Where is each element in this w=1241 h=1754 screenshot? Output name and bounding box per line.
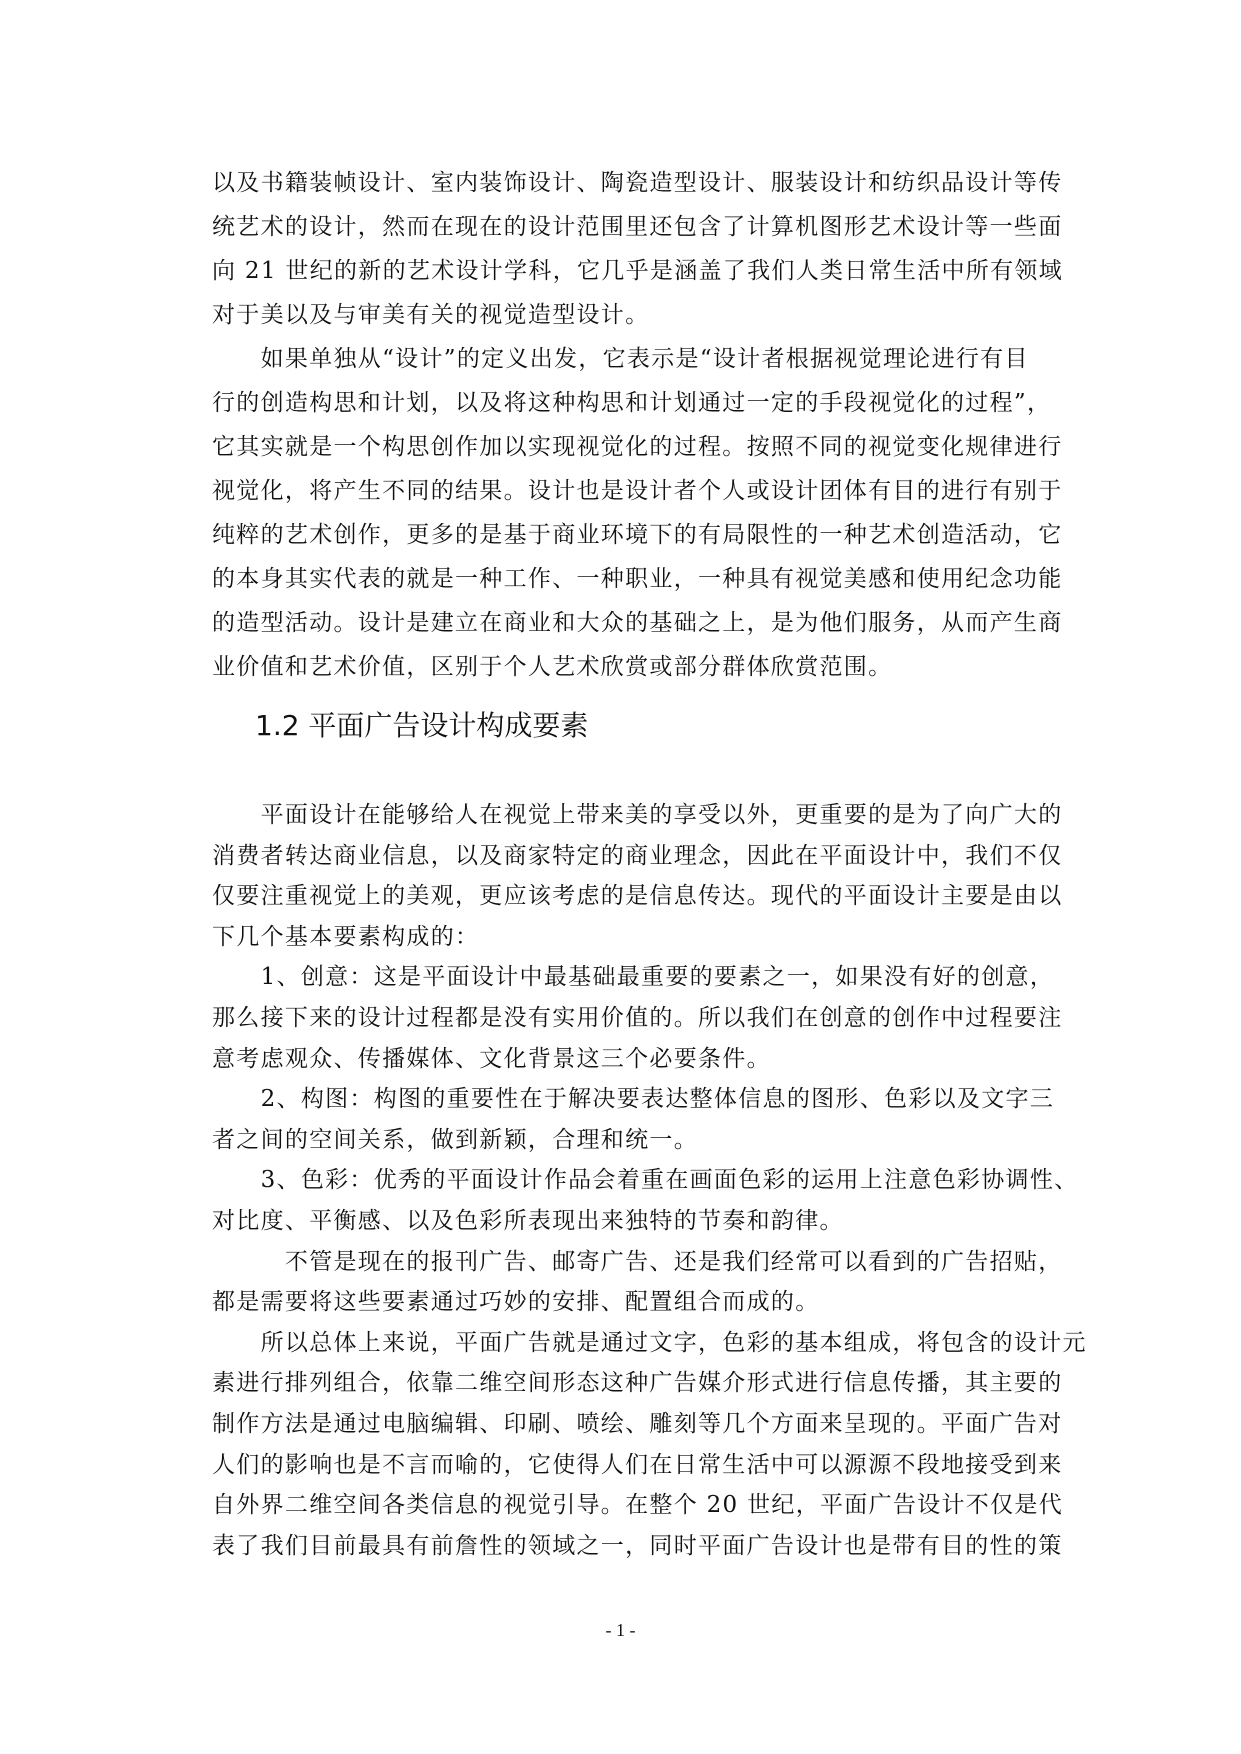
section-heading: 1.2 平面广告设计构成要素	[255, 709, 589, 742]
page-number: - 1 -	[605, 1620, 636, 1640]
body-line: 人们的影响也是不言而喻的，它使得人们在日常生活中可以源源不段地接受到来	[212, 1451, 1063, 1478]
body-line: 的本身其实代表的就是一种工作、一种职业，一种具有视觉美感和使用纪念功能	[212, 566, 1063, 592]
body-line: 如果单独从“设计”的定义出发，它表示是“设计者根据视觉理论进行有目	[212, 346, 1029, 372]
body-line: 行的创造构思和计划，以及将这种构思和计划通过一定的手段视觉化的过程”，	[212, 390, 1052, 416]
body-line: 下几个基本要素构成的：	[212, 923, 480, 950]
body-line: 仅要注重视觉上的美观，更应该考虑的是信息传达。现代的平面设计主要是由以	[212, 883, 1063, 910]
body-line: 者之间的空间关系，做到新颖，合理和统一。	[212, 1126, 698, 1153]
body-line: 意考虑观众、传播媒体、文化背景这三个必要条件。	[212, 1045, 771, 1072]
body-line: 不管是现在的报刊广告、邮寄广告、还是我们经常可以看到的广告招贴，	[212, 1248, 1063, 1275]
body-line: 统艺术的设计，然而在现在的设计范围里还包含了计算机图形艺术设计等一些面	[212, 214, 1063, 240]
body-line: 1、创意：这是平面设计中最基础最重要的要素之一，如果没有好的创意，	[212, 964, 1055, 991]
body-line: 平面设计在能够给人在视觉上带来美的享受以外，更重要的是为了向广大的	[212, 802, 1063, 828]
body-line: 表了我们目前最具有前詹性的领域之一，同时平面广告设计也是带有目的性的策	[212, 1532, 1063, 1559]
body-line: 那么接下来的设计过程都是没有实用价值的。所以我们在创意的创作中过程要注	[212, 1005, 1063, 1031]
body-line: 对比度、平衡感、以及色彩所表现出来独特的节奏和韵律。	[212, 1208, 844, 1234]
body-line: 以及书籍装帧设计、室内装饰设计、陶瓷造型设计、服装设计和纺织品设计等传	[212, 170, 1063, 196]
body-line: 消费者转达商业信息，以及商家特定的商业理念，因此在平面设计中，我们不仅	[212, 842, 1063, 869]
body-line: 所以总体上来说，平面广告就是通过文字，色彩的基本组成，将包含的设计元	[212, 1329, 1087, 1356]
body-line: 制作方法是通过电脑编辑、印刷、喷绘、雕刻等几个方面来呈现的。平面广告对	[212, 1411, 1063, 1437]
body-line: 都是需要将这些要素通过巧妙的安排、配置组合而成的。	[212, 1289, 820, 1316]
body-line: 2、构图：构图的重要性在于解决要表达整体信息的图形、色彩以及文字三	[212, 1086, 1055, 1113]
body-line: 素进行排列组合，依靠二维空间形态这种广告媒介形式进行信息传播，其主要的	[212, 1370, 1063, 1397]
body-line: 的造型活动。设计是建立在商业和大众的基础之上，是为他们服务，从而产生商	[212, 610, 1063, 636]
body-line: 它其实就是一个构思创作加以实现视觉化的过程。按照不同的视觉变化规律进行	[212, 434, 1063, 460]
body-line: 自外界二维空间各类信息的视觉引导。在整个 20 世纪，平面广告设计不仅是代	[212, 1492, 1063, 1519]
body-line: 向 21 世纪的新的艺术设计学科，它几乎是涵盖了我们人类日常生活中所有领域	[212, 258, 1063, 284]
body-line: 视觉化，将产生不同的结果。设计也是设计者个人或设计团体有目的进行有别于	[212, 478, 1063, 504]
body-line: 纯粹的艺术创作，更多的是基于商业环境下的有局限性的一种艺术创造活动，它	[212, 522, 1063, 548]
body-line: 业价值和艺术价值，区别于个人艺术欣赏或部分群体欣赏范围。	[212, 654, 893, 680]
body-line: 3、色彩：优秀的平面设计作品会着重在画面色彩的运用上注意色彩协调性、	[212, 1167, 1079, 1194]
body-line: 对于美以及与审美有关的视觉造型设计。	[212, 302, 650, 328]
